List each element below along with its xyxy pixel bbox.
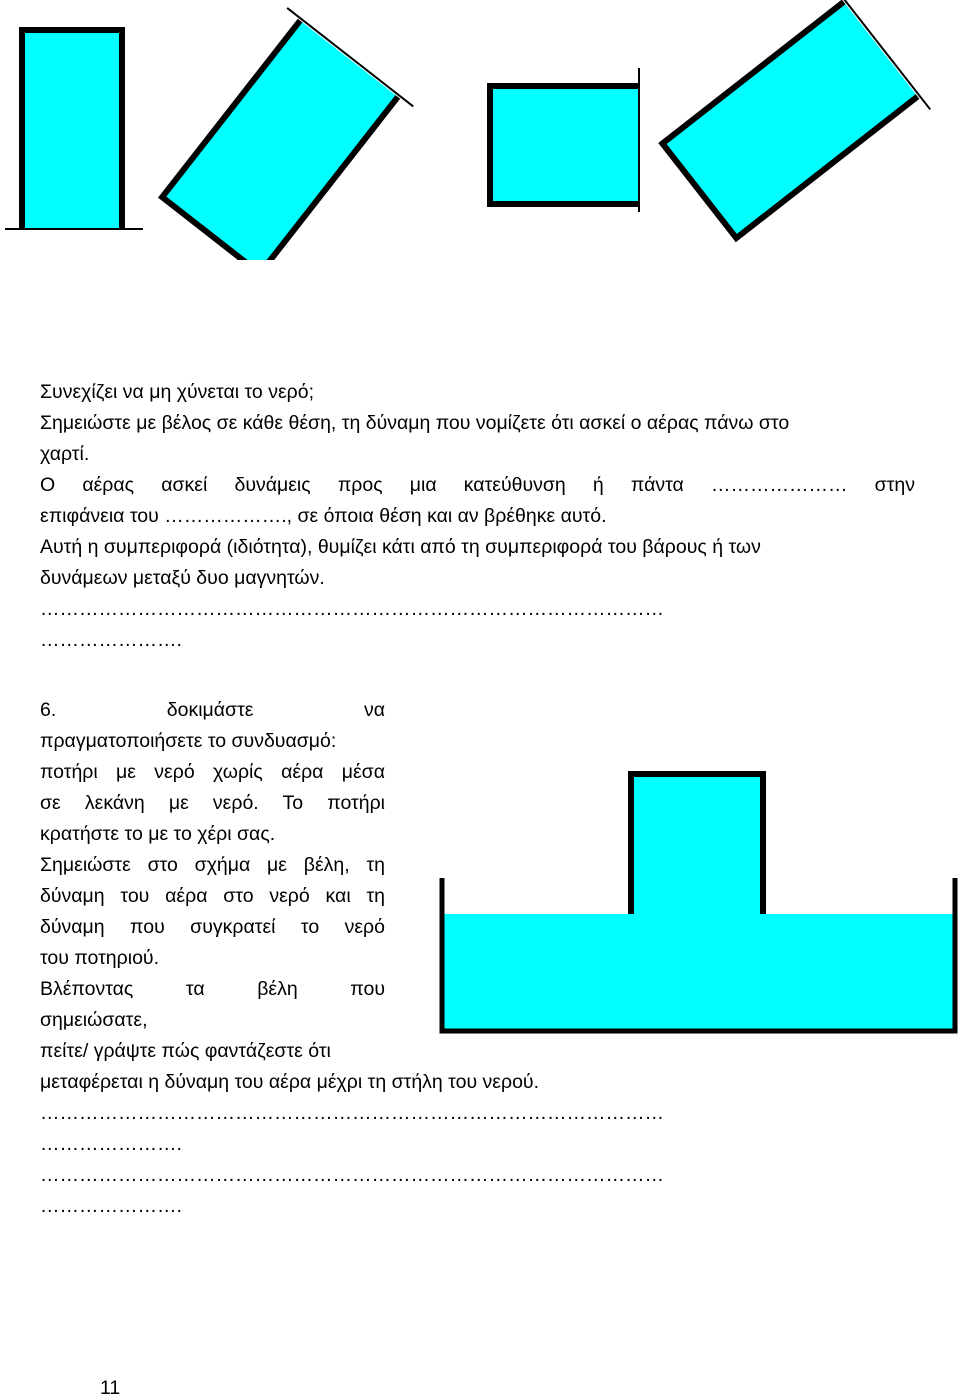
text-line: Ο αέρας ασκεί δυνάμεις προς μια κατεύθυνση ή πάντα ………………… στην: [40, 474, 915, 496]
glass-upright: [5, 30, 143, 229]
text-line: πείτε/ γράψτε πώς φαντάζεστε ότι: [40, 1040, 331, 1062]
inverted-glass: [631, 774, 763, 914]
glass-rotations-figure: [0, 0, 960, 260]
text-line: ποτήρι με νερό χωρίς αέρα μέσα: [40, 761, 385, 783]
text-line: επιφάνεια του ………………., σε όποια θέση και αν βρέθηκε αυτό.: [40, 505, 607, 527]
answer-dots: ………………….: [40, 1195, 182, 1217]
page-number: 11: [100, 1377, 121, 1399]
answer-dots: ……………………………………………………………………………………: [40, 1164, 664, 1186]
text-line: δυνάμεων μεταξύ δυο μαγνητών.: [40, 567, 325, 589]
text-line: Σημειώστε με βέλος σε κάθε θέση, τη δύναμη που νομίζετε ότι ασκεί ο αέρας πάνω στο: [40, 412, 790, 434]
text-line: Αυτή η συμπεριφορά (ιδιότητα), θυμίζει κάτι από τη συμπεριφορά του βάρους ή των: [40, 536, 761, 558]
text-line: χαρτί.: [40, 443, 90, 465]
text-line: δύναμη που συγκρατεί το νερό: [40, 916, 385, 938]
text-line: σε λεκάνη με νερό. Το ποτήρι: [40, 792, 385, 814]
text-line: Βλέποντας τα βέλη που: [40, 978, 385, 1000]
text-line: δύναμη του αέρα στο νερό και τη: [40, 885, 385, 907]
text-line: του ποτηριού.: [40, 947, 159, 969]
answer-dots: ……………………………………………………………………………………: [40, 598, 664, 620]
text-line: Σημειώστε στο σχήμα με βέλη, τη: [40, 854, 385, 876]
question-number-line: 6. δοκιμάστε να: [40, 699, 385, 721]
text-line: κρατήστε το με το χέρι σας.: [40, 823, 276, 845]
glass-tilted-left: [148, 8, 413, 260]
answer-dots: ………………….: [40, 629, 182, 651]
basin: [442, 878, 956, 1031]
text-line: πραγματοποιήσετε το συνδυασμό:: [40, 730, 337, 752]
glass-tilted-right: [651, 0, 930, 252]
text-line: σημειώσατε,: [40, 1009, 148, 1031]
text-line: μεταφέρεται η δύναμη του αέρα μέχρι τη στήλη του νερού.: [40, 1071, 539, 1093]
answer-dots: ……………………………………………………………………………………: [40, 1102, 664, 1124]
glass-horizontal: [490, 68, 639, 212]
answer-dots: ………………….: [40, 1133, 182, 1155]
text-line: Συνεχίζει να μη χύνεται το νερό;: [40, 381, 314, 403]
